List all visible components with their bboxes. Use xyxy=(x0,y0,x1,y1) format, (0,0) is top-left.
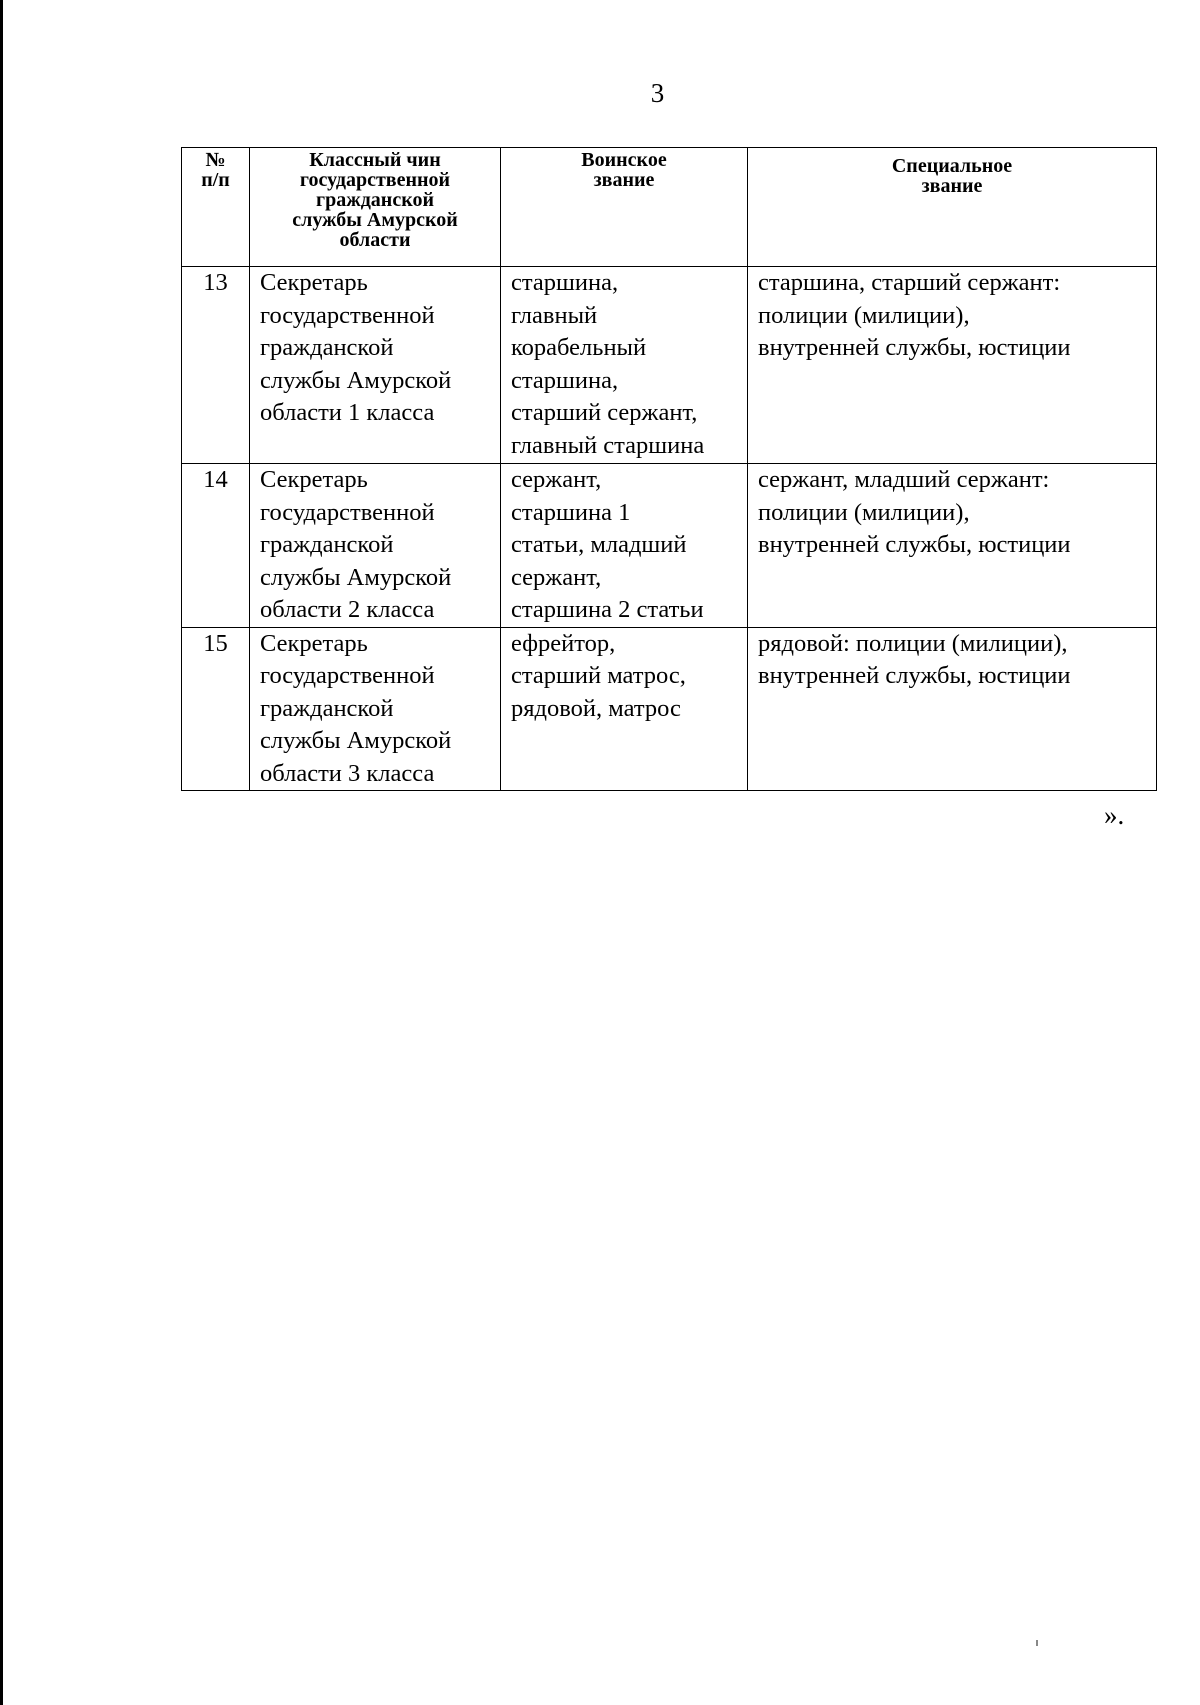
special-rank-cell xyxy=(748,627,1157,791)
header-line: государственной xyxy=(299,169,451,191)
class-rank-cell xyxy=(250,627,501,791)
military-rank-cell xyxy=(501,464,748,628)
special-rank-cell xyxy=(748,267,1157,464)
cell-line: рядовой, матрос xyxy=(511,694,681,722)
header-line: п/п xyxy=(201,169,230,191)
cell-line: области 2 класса xyxy=(260,596,435,623)
cell-line: службы Амурской xyxy=(260,563,452,591)
header-line: службы Амурской xyxy=(292,209,458,231)
cell-line: области 1 класса xyxy=(260,399,435,426)
cell-line: старшина, xyxy=(511,366,619,394)
class-rank-cell xyxy=(250,464,501,628)
cell-line: сержант, xyxy=(511,466,602,493)
header-line: Специальное xyxy=(891,155,1013,177)
cell-line: государственной xyxy=(260,301,435,329)
cell-line: Секретарь xyxy=(260,466,368,493)
cell-line: гражданской xyxy=(260,694,394,722)
header-line: звание xyxy=(593,169,655,191)
cell-line: области 3 класса xyxy=(260,759,435,787)
cell-line: внутренней службы, юстиции xyxy=(758,531,1071,558)
cell-line: службы Амурской xyxy=(260,366,452,394)
ranks-table xyxy=(181,147,1157,791)
table-row xyxy=(182,464,1157,628)
cell-line: внутренней службы, юстиции xyxy=(758,334,1071,361)
closing-quote: ». xyxy=(1104,800,1125,830)
cell-line: старший матрос, xyxy=(511,662,686,689)
table-header-row xyxy=(182,148,1157,267)
cell-line: ефрейтор, xyxy=(511,629,616,657)
cell-line: полиции (милиции), xyxy=(758,301,970,329)
cell-line: старшина, xyxy=(511,269,619,296)
cell-line: гражданской xyxy=(260,531,394,558)
cell-line: статьи, младший xyxy=(511,531,687,558)
cell-line: полиции (милиции), xyxy=(758,498,970,526)
cell-line: главный xyxy=(511,301,598,329)
header-number xyxy=(182,148,250,267)
class-rank-cell xyxy=(250,267,501,464)
cell-line: внутренней службы, юстиции xyxy=(758,662,1071,689)
military-rank-cell xyxy=(501,627,748,791)
table-row xyxy=(182,267,1157,464)
cell-line: Секретарь xyxy=(260,629,368,657)
cell-line: старшина, старший сержант: xyxy=(758,269,1061,296)
row-number: 13 xyxy=(182,267,250,464)
header-class-rank xyxy=(250,148,501,267)
cell-line: главный старшина xyxy=(511,431,705,459)
header-line: звание xyxy=(921,175,983,197)
cell-line: службы Амурской xyxy=(260,727,452,754)
row-number: 14 xyxy=(182,464,250,628)
header-line: Классный чин xyxy=(309,149,441,171)
table-row xyxy=(182,627,1157,791)
cell-line: старшина 2 статьи xyxy=(511,596,704,623)
header-special-rank xyxy=(748,148,1157,267)
page-number: 3 xyxy=(650,78,665,108)
header-line: № xyxy=(205,149,226,171)
header-line: гражданской xyxy=(315,189,434,211)
cell-line: рядовой: полиции (милиции), xyxy=(758,629,1068,657)
special-rank-cell xyxy=(748,464,1157,628)
cell-line: государственной xyxy=(260,498,435,526)
cell-line: Секретарь xyxy=(260,269,368,296)
cell-line: корабельный xyxy=(511,334,647,361)
row-number: 15 xyxy=(182,627,250,791)
cell-line: старший сержант, xyxy=(511,399,698,426)
cell-line: старшина 1 xyxy=(511,498,631,526)
header-line: области xyxy=(339,229,411,251)
scan-speck xyxy=(1036,1640,1038,1646)
cell-line: государственной xyxy=(260,662,435,689)
cell-line: сержант, младший сержант: xyxy=(758,466,1050,493)
military-rank-cell xyxy=(501,267,748,464)
cell-line: сержант, xyxy=(511,563,602,591)
cell-line: гражданской xyxy=(260,334,394,361)
scan-left-edge xyxy=(0,0,3,1705)
header-line: Воинское xyxy=(581,149,667,171)
header-military-rank xyxy=(501,148,748,267)
